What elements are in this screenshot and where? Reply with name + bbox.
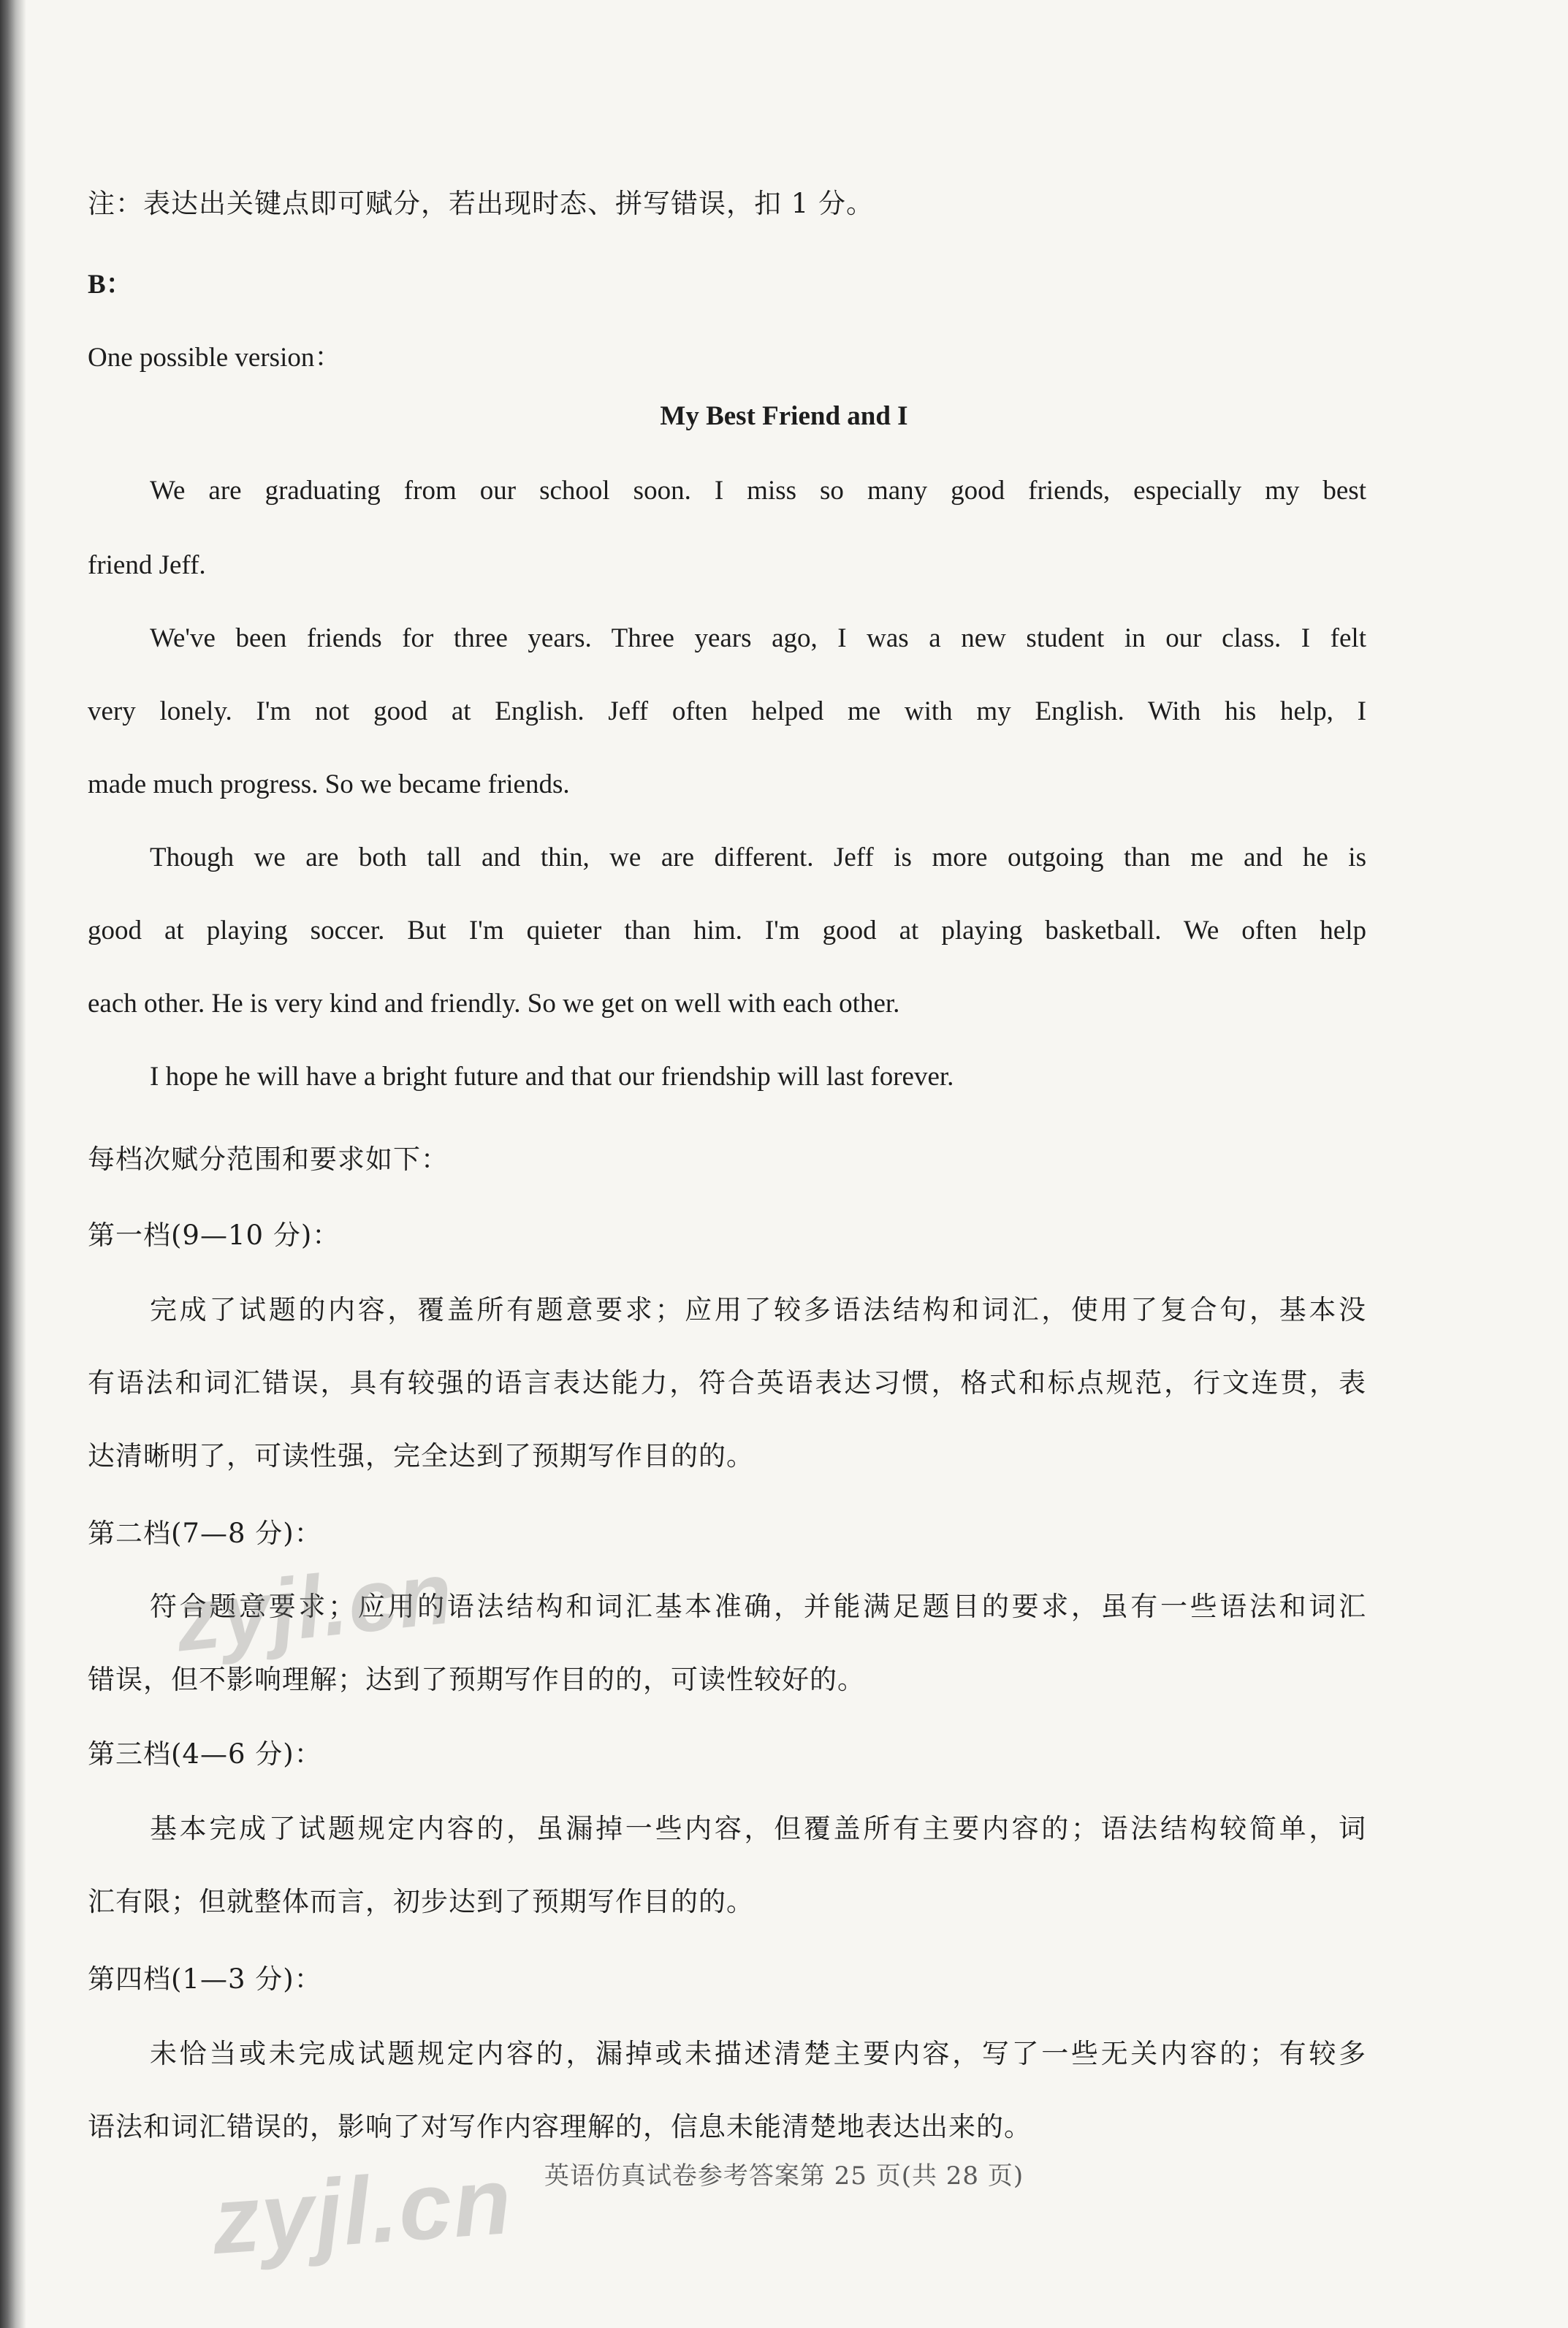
tier3-line2: 汇有限；但就整体而言，初步达到了预期写作目的的。 [88,1886,754,1917]
tier1-line3: 达清晰明了，可读性强，完全达到了预期写作目的的。 [88,1440,754,1472]
essay-p1-line2: friend Jeff. [88,550,206,580]
essay-p2-line1: We've been friends for three years. Three years ago, I was a new student in our class. I felt [150,623,1366,653]
tier2-line1: 符合题意要求；应用的语法结构和词汇基本准确，并能满足题目的要求，虽有一些语法和词汇 [150,1591,1366,1622]
watermark-middle: zyjl.cn [171,1543,458,1670]
essay-p1-line1: We are graduating from our school soon. I miss so many good friends, especially my best [150,476,1366,506]
watermark-bottom: zyjl.cn [208,2146,516,2275]
section-b-label: B： [88,270,133,300]
essay-p2-line3: made much progress. So we became friends. [88,769,570,799]
scan-edge [0,0,26,2328]
tier4-line1: 未恰当或未完成试题规定内容的，漏掉或未描述清楚主要内容，写了一些无关内容的；有较多 [150,2038,1366,2069]
essay-p2-line2: very lonely. I'm not good at English. Jeff often helped me with my English. With his help, I [88,696,1366,726]
tier3-label: 第三档(4—6 分)： [88,1738,322,1770]
tier2-line2: 错误，但不影响理解；达到了预期写作目的的，可读性较好的。 [88,1664,865,1695]
version-label: One possible version： [88,343,342,373]
scoring-note: 注：表达出关键点即可赋分，若出现时态、拼写错误，扣 1 分。 [88,188,875,219]
essay-p3-line3: each other. He is very kind and friendly. So we get on well with each other. [88,989,900,1019]
page-footer: 英语仿真试卷参考答案第 25 页(共 28 页) [544,2161,1024,2191]
tier1-label: 第一档(9—10 分)： [88,1220,340,1251]
scoring-intro: 每档次赋分范围和要求如下： [88,1144,449,1175]
essay-p3-line2: good at playing soccer. But I'm quieter than him. I'm good at playing basketball. We often help [88,916,1366,946]
tier4-line2: 语法和词汇错误的，影响了对写作内容理解的，信息未能清楚地表达出来的。 [88,2111,1032,2142]
tier1-line2: 有语法和词汇错误，具有较强的语言表达能力，符合英语表达习惯，格式和标点规范，行文连贯，表 [88,1367,1366,1399]
essay-p3-line1: Though we are both tall and thin, we are different. Jeff is more outgoing than me and he is [150,842,1366,872]
tier3-line1: 基本完成了试题规定内容的，虽漏掉一些内容，但覆盖所有主要内容的；语法结构较简单，词 [150,1813,1366,1844]
tier1-line1: 完成了试题的内容，覆盖所有题意要求；应用了较多语法结构和词汇，使用了复合句，基本没 [150,1294,1366,1325]
essay-title: My Best Friend and I [660,401,908,431]
tier2-label: 第二档(7—8 分)： [88,1518,322,1549]
tier4-label: 第四档(1—3 分)： [88,1963,322,1995]
essay-p4-line1: I hope he will have a bright future and that our friendship will last forever. [150,1062,954,1092]
